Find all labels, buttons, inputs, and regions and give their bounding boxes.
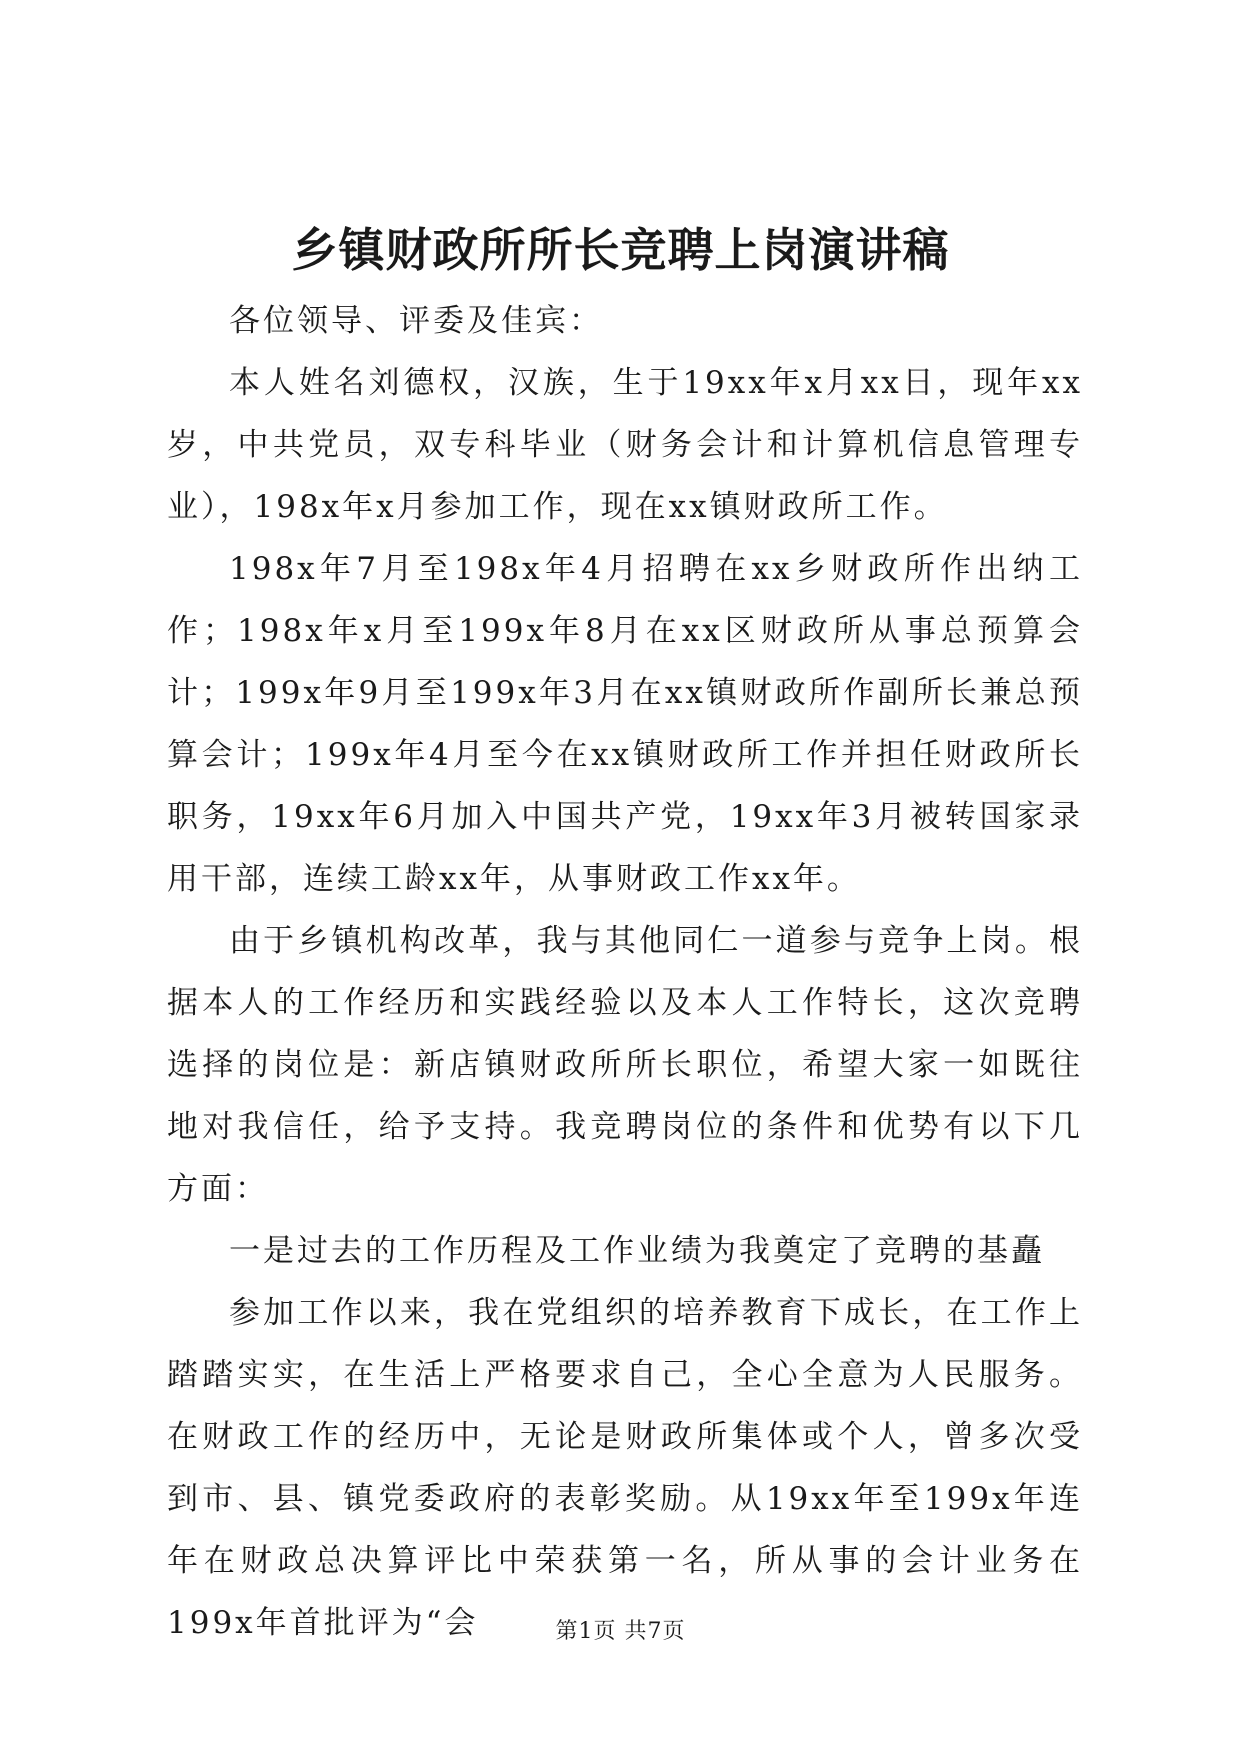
paragraph-position-choice: 由于乡镇机构改革，我与其他同仁一道参与竞争上岗。根据本人的工作经历和实践经验以及本人工作特长，这次竞聘选择的岗位是：新店镇财政所所长职位，希望大家一如既往地对我信任，给予支持。我竞聘岗位的条件和优势有以下几方面： bbox=[167, 923, 1083, 1207]
paragraph-salutation: 各位领导、评委及佳宾： bbox=[229, 303, 603, 339]
document-title: 乡镇财政所所长竞聘上岗演讲稿 bbox=[291, 223, 950, 277]
page-number: 第1页 共7页 bbox=[555, 1619, 686, 1644]
document-body bbox=[167, 290, 1083, 1654]
paragraph-section-heading: 一是过去的工作历程及工作业绩为我奠定了竞聘的基矗 bbox=[229, 1233, 1045, 1269]
paragraph-personal-info: 本人姓名刘德权，汉族，生于19xx年x月xx日，现年xx岁，中共党员，双专科毕业（财务会计和计算机信息管理专业），198x年x月参加工作，现在xx镇财政所工作。 bbox=[167, 365, 1083, 525]
paragraph-work-history: 198x年7月至198x年4月招聘在xx乡财政所作出纳工作；198x年x月至199x年8月在xx区财政所从事总预算会计；199x年9月至199x年3月在xx镇财政所作副所长兼总预算会计；199x年4月至今在xx镇财政所工作并担任财政所长职务，19xx年6月加入中国共产党，19xx年3月被转国家录用干部，连续工龄xx年，从事财政工作xx年。 bbox=[167, 551, 1083, 897]
paragraph-achievements: 参加工作以来，我在党组织的培养教育下成长，在工作上踏踏实实，在生活上严格要求自己，全心全意为人民服务。在财政工作的经历中，无论是财政所集体或个人，曾多次受到市、县、镇党委政府的表彰奖励。从19xx年至199x年连年在财政总决算评比中荣获第一名，所从事的会计业务在199x年首批评为“会 bbox=[167, 1295, 1083, 1641]
